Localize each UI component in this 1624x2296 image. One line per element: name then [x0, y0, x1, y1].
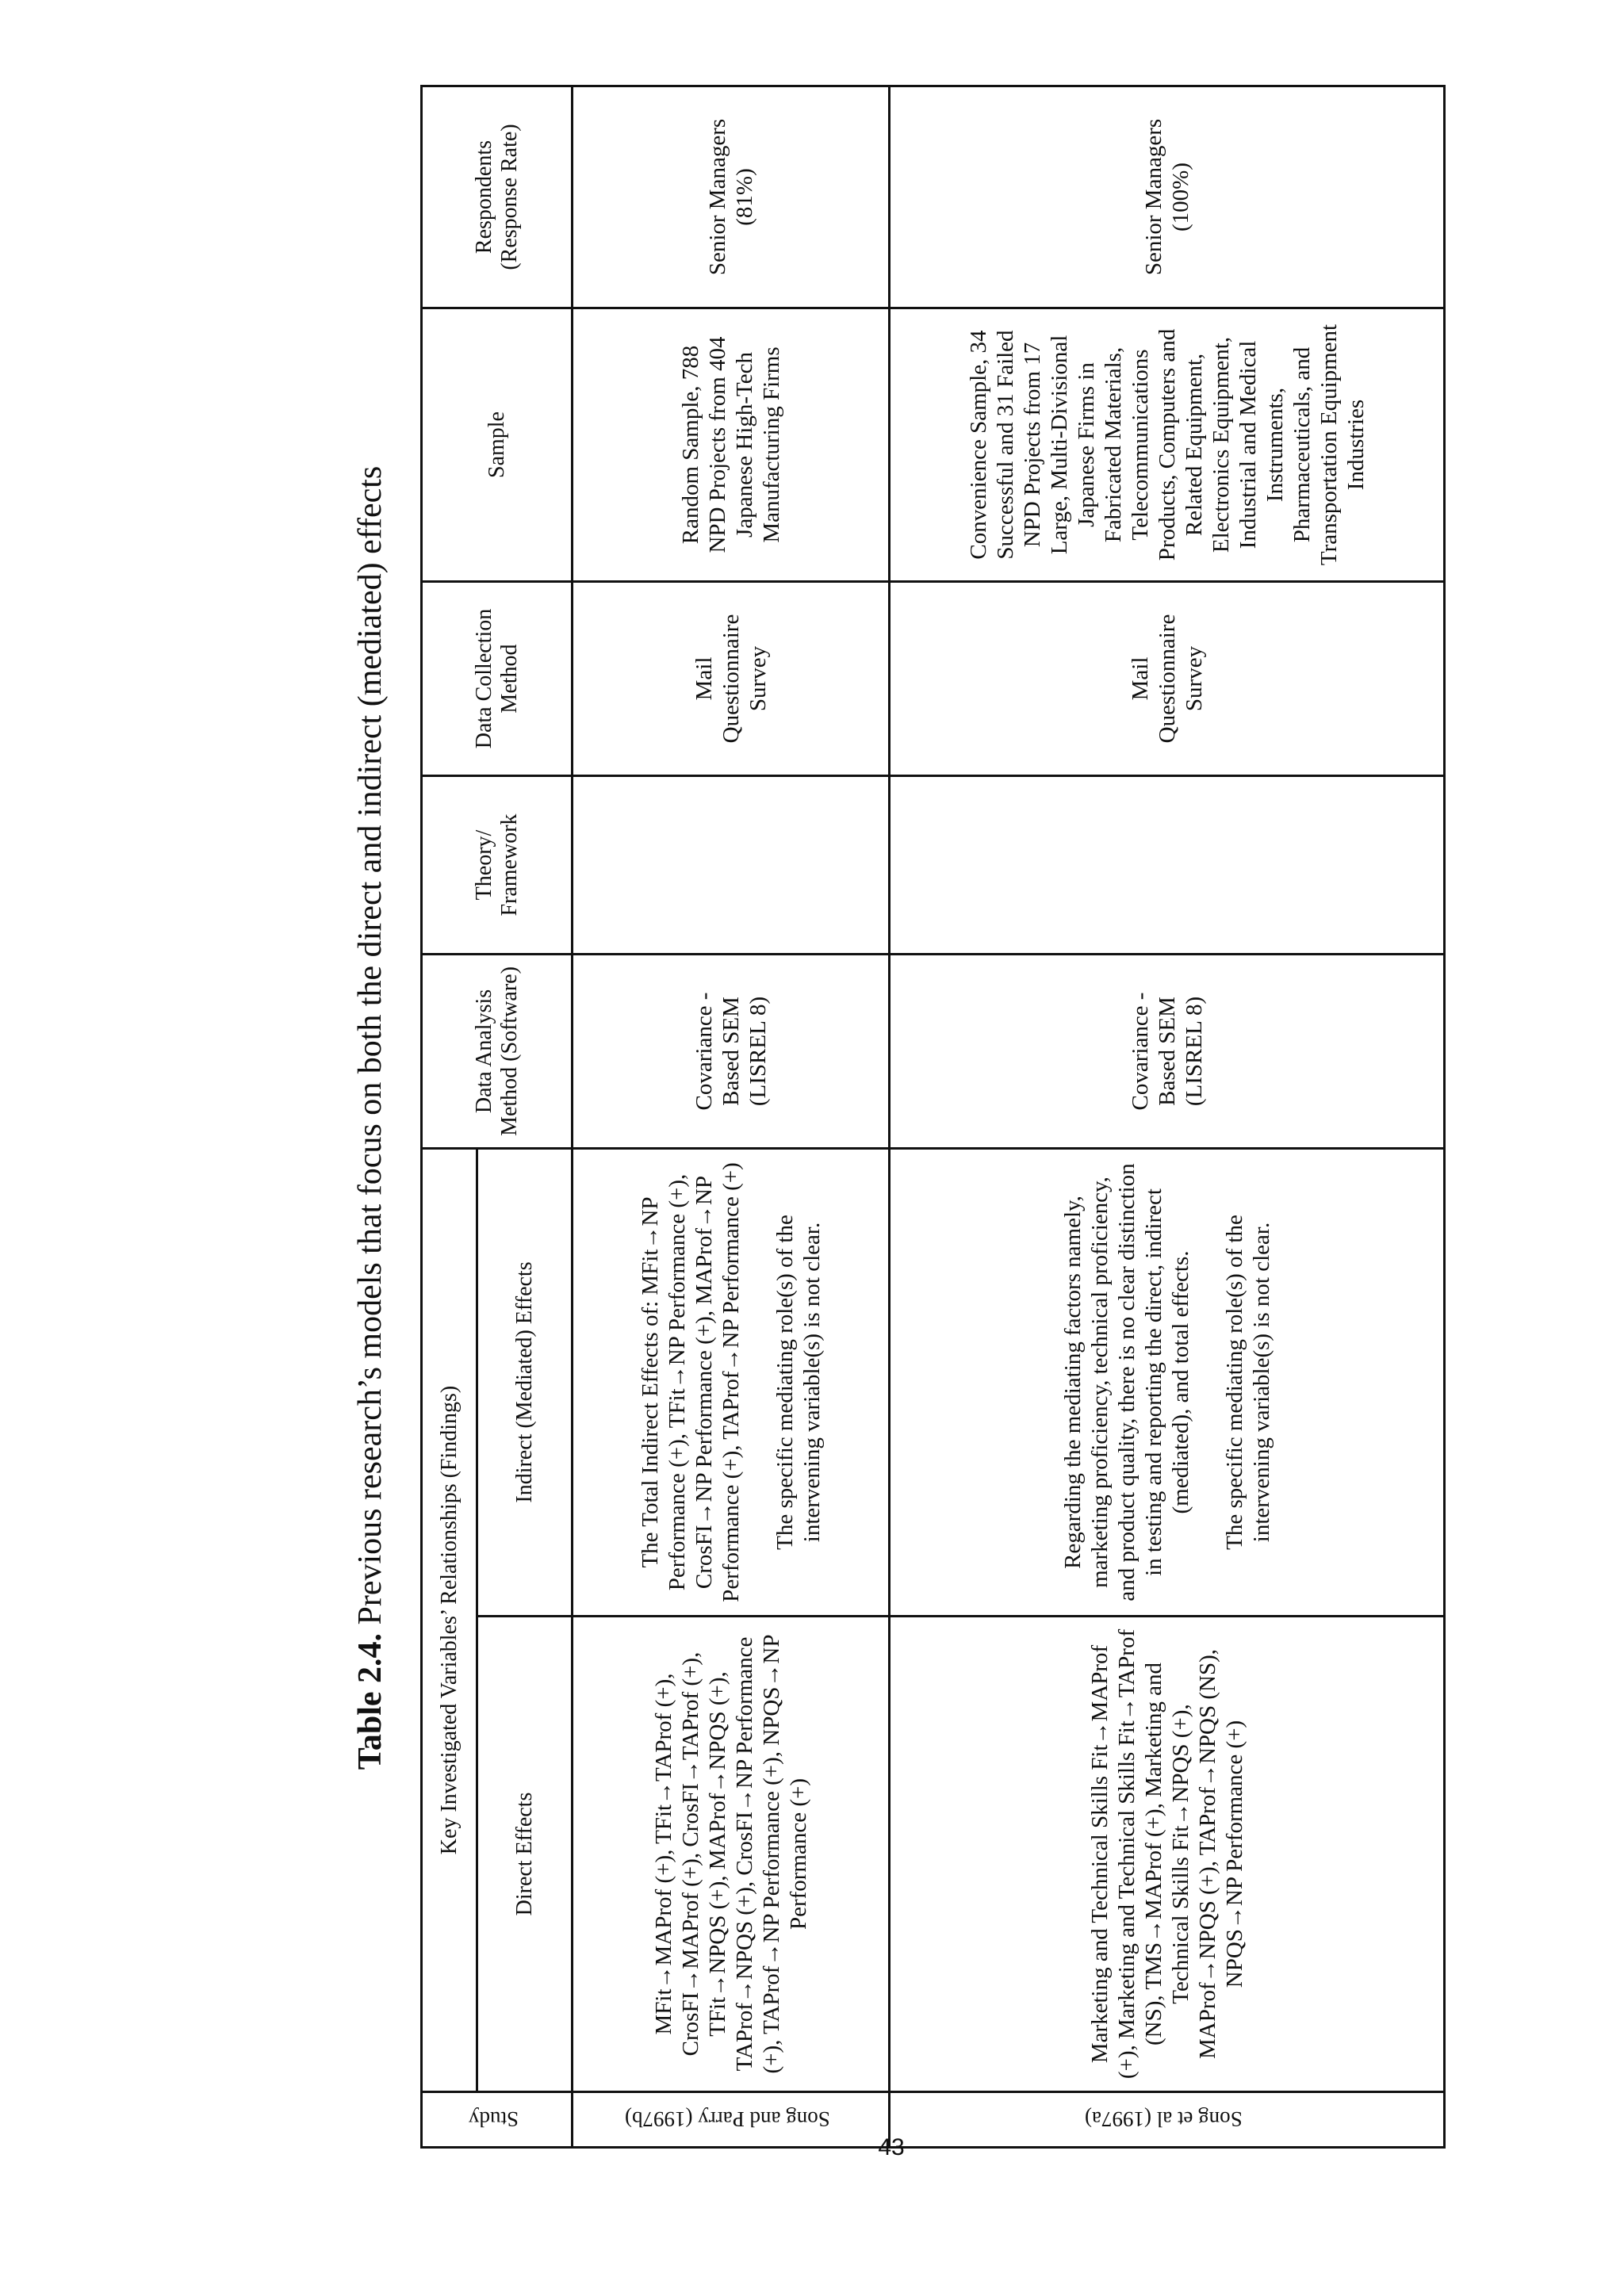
header-study [422, 2092, 573, 2148]
header-respondents: Respondents (Response Rate) [422, 86, 573, 308]
respondents-cell: Senior Managers (81%) [573, 86, 890, 308]
header-indirect-effects: Indirect (Mediated) Effects [477, 1149, 573, 1617]
indirect-effects-cell [573, 1149, 890, 1617]
analysis-method-cell: Covariance -Based SEM (LISREL 8) [573, 955, 890, 1149]
page-number: 43 [878, 2134, 905, 2160]
header-sample: Sample [422, 308, 573, 582]
study-cell [890, 2092, 1445, 2148]
table-row [573, 86, 890, 2148]
research-models-table [420, 85, 1446, 2149]
rotated-page-content [349, 87, 1624, 2149]
table-caption [349, 87, 392, 2149]
respondents-cell: Senior Managers (100%) [890, 86, 1445, 308]
indirect-effects-note: The specific mediating role(s) of the intervening variable(s) is not clear. [772, 1215, 825, 1550]
header-key-variables: Key Investigated Variables’ Relationships (Findings) [422, 1149, 477, 2092]
table-row [890, 86, 1445, 2148]
direct-effects-cell: MFit→MAProf (+), TFit→TAProf (+), CrosFI→MAProf (+), CrosFI→TAProf (+), TFit→NPQS (+), MAProf→NPQS (+), TAProf→NPQS (+), CrosFI→NP Performance (+), TAProf→NP Performance (+), NPQS→NP Performance (+) [573, 1617, 890, 2092]
study-cell [573, 2092, 890, 2148]
study-name: Song et al (1997a) [1085, 2107, 1243, 2132]
theory-cell [890, 776, 1445, 955]
table-caption-label: Table 2.4. [352, 1632, 389, 1770]
study-name: Song and Parry (1997b) [625, 2107, 830, 2132]
analysis-method-cell: Covariance -Based SEM (LISREL 8) [890, 955, 1445, 1149]
indirect-effects-text: The Total Indirect Effects of: MFit→NP Performance (+), TFit→NP Performance (+), CrosFI→NP Performance (+), MAProf→NP Performance (+), TAProf→NP Performance (+) [637, 1162, 744, 1602]
collection-method-cell: Mail Questionnaire Survey [573, 582, 890, 776]
indirect-effects-text: Regarding the mediating factors namely, marketing proficiency, technical proficiency, and product quality, there is no clear distinction in testing and reporting the direct, indirect (mediated), and total effects. [1059, 1163, 1193, 1601]
theory-cell [573, 776, 890, 955]
header-collection-method: Data Collection Method [422, 582, 573, 776]
sample-cell: Convenience Sample, 34 Successful and 31 Failed NPD Projects from 17 Large, Multi-Divisional Japanese Firms in Fabricated Materials, Telecommunications Products, Computers and Related Equipment, Electronics Equipment, Industrial and Medical Instruments, Pharmaceuticals, and Transportation Equipment Industries [890, 308, 1445, 582]
collection-method-cell: Mail Questionnaire Survey [890, 582, 1445, 776]
header-direct-effects: Direct Effects [477, 1617, 573, 2092]
header-study-label: Study [468, 2107, 519, 2132]
header-theory-framework: Theory/ Framework [422, 776, 573, 955]
indirect-effects-note: The specific mediating role(s) of the intervening variable(s) is not clear. [1221, 1215, 1274, 1550]
sample-cell: Random Sample, 788 NPD Projects from 404 Japanese High-Tech Manufacturing Firms [573, 308, 890, 582]
table-caption-text: Previous research’s models that focus on both the direct and indirect (mediated) effects [352, 465, 389, 1633]
header-analysis-method: Data Analysis Method (Software) [422, 955, 573, 1149]
indirect-effects-cell [890, 1149, 1445, 1617]
direct-effects-cell: Marketing and Technical Skills Fit→MAProf (+), Marketing and Technical Skills Fit→TAProf (NS), TMS→MAProf (+), Marketing and Technical Skills Fit→NPQS (+), MAProf→NPQS (+), TAProf→NPQS (NS), NPQS→NP Performance (+) [890, 1617, 1445, 2092]
